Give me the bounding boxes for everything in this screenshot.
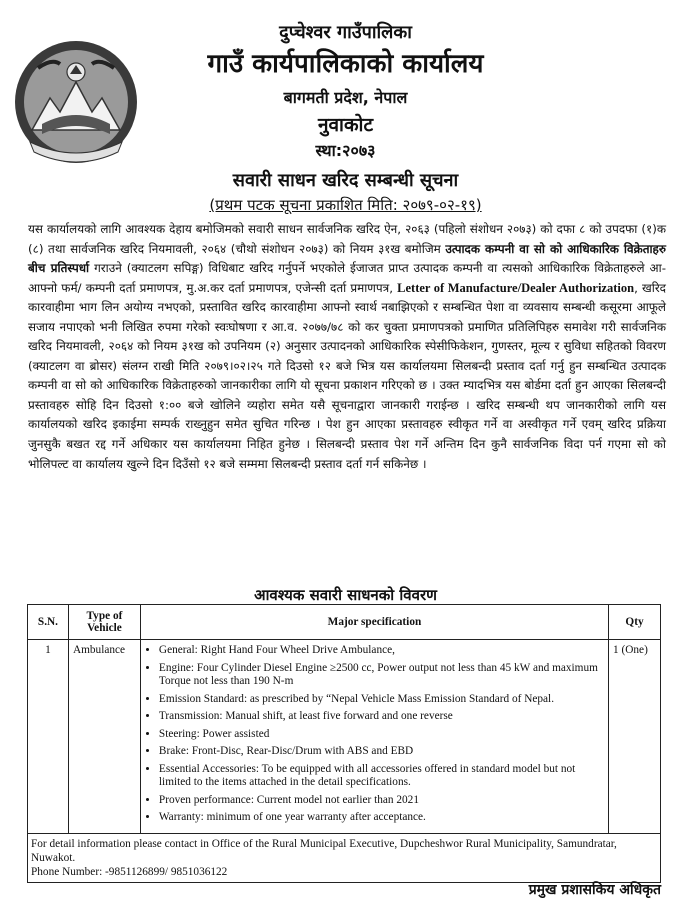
municipality-name: दुप्चेश्वर गाउँपालिका	[279, 22, 412, 43]
spec-item: • Proven performance: Current model not earlier than 2021	[159, 794, 604, 808]
spec-item: • Essential Accessories: To be equipped with all accessories offered in standard model but not limited to the items attached in the detail specifications.	[159, 763, 604, 790]
notice-body	[28, 220, 666, 474]
cell-type: Ambulance	[68, 640, 140, 834]
cell-sn: 1	[28, 640, 69, 834]
table-title: आवश्यक सवारी साधनको विवरण	[254, 586, 437, 604]
established-text: स्था:२०७३	[315, 141, 376, 160]
body-bold-letter: Letter of Manufacture/Dealer Authorization	[397, 280, 635, 295]
header-qty: Qty	[609, 605, 661, 640]
publication-date-text: (प्रथम पटक सूचना प्रकाशित मिति: २०७९-०२-१९)	[209, 196, 482, 214]
phone-text: Phone Number: -9851126899/ 9851036122	[31, 865, 228, 878]
body-part-1: यस कार्यालयको लागि आवश्यक देहाय बमोजिमको सवारी साधन सार्वजनिक खरिद ऐन, २०६३ (पहिलो संशोधन २०७३) को दफा ८ को उपदफा (१)क (८) तथा सार्वजनिक खरिद नियमावली, २०६४ (चौथो संशोधन २०७३) को नियम ३१ख बमोजिम	[28, 222, 666, 256]
contact-row	[28, 833, 661, 882]
spec-item: • Warranty: minimum of one year warranty after acceptance.	[159, 811, 604, 825]
table-row	[28, 640, 661, 834]
header-spec: Major specification	[140, 605, 608, 640]
province-text: बागमती प्रदेश, नेपाल	[283, 88, 408, 107]
body-part-2: गराउने (क्याटलग सपिङ्ग) विधिबाट खरिद गर्नुपर्ने भएकोले ईजाजत प्राप्त उत्पादक कम्पनी वा त्यसको आधिकारिक विक्रेताहरुले आ-आफ्नो फर्म/ कम्पनी दर्ता प्रमाणपत्र, मु.अ.कर दर्ता प्रमाणपत्र, एजेन्सी दर्ता प्रमाणपत्र,	[28, 261, 666, 295]
spec-item: • Engine: Four Cylinder Diesel Engine ≥2500 cc, Power output not less than 45 kW and maximum Torque not less than 190 N-m	[159, 662, 604, 689]
contact-text: For detail information please contact in Office of the Rural Municipal Executive, Dupcheshwor Rural Municipality, Samundratar, Nuwakot.	[31, 837, 617, 864]
spec-list	[145, 644, 604, 825]
spec-item: • Emission Standard: as prescribed by “Nepal Vehicle Mass Emission Standard of Nepal.	[159, 693, 604, 707]
publication-date	[0, 195, 691, 215]
contact-cell	[28, 833, 661, 882]
specification-table	[27, 604, 661, 883]
spec-item: • Transmission: Manual shift, at least five forward and one reverse	[159, 710, 604, 724]
header-sn: S.N.	[28, 605, 69, 640]
signature-title: प्रमुख प्रशासकिय अधिकृत	[528, 882, 661, 898]
table-header-row	[28, 605, 661, 640]
spec-item: • Brake: Front-Disc, Rear-Disc/Drum with ABS and EBD	[159, 745, 604, 759]
body-bold-competition: उत्पादक कम्पनी वा सो को आधिकारिक विक्रेताहरु बीच प्रतिस्पर्धा	[28, 241, 666, 276]
spec-item: • Steering: Power assisted	[159, 728, 604, 742]
district-text: नुवाकोट	[317, 114, 374, 136]
cell-qty: 1 (One)	[609, 640, 661, 834]
body-part-3: , खरिद कारवाहीमा भाग लिन अयोग्य नभएको, प्रस्तावित खरिद कारवाहीमा आफ्नो स्वार्थ नबाझिएको र सम्बन्धित पेशा वा व्यवसाय सम्बन्धी कसूरमा आफूले सजाय नपाएको भनी लिखित रुपमा गरेको स्वःघोषणा र आ.व. २०७७/७८ को कर चुक्ता प्रमाणपत्रको प्रमाणित प्रतिलिपिहरु समावेश गरी सार्वजनिक खरिद नियमावली, २०६४ को नियम ३१ख को उपनियम (२) अनुसार उत्पादनको आधिकारिक स्पेसीफिकेशन, गुणस्तर, मूल्य र सुविधा सहितको विवरण (क्याटलग वा ब्रोसर) संलग्न राखी मिति २०७९।०२।२५ गते दिउसो १२ बजे भित्र यस कार्यालयमा सिलबन्दी प्रस्ताव दर्ता गर्नु हुन सम्बन्धित उत्पादक कम्पनी वा सो को आधिकारिक विक्रेताहरुको जानकारीका लागि यो सूचना प्रकाशन गरिएको छ । उक्त म्यादभित्र यस बोर्डमा दर्ता हुन आएका सिलबन्दी प्रस्तावहरु सोहि दिन दिउसो १:०० बजे खोलिने व्यहोरा समेत यसै सूचनाद्वारा जानकारी गराईन्छ । खरिद सम्बन्धी थप जानकारीको लागि यस कार्यालयको खरिद इकाईमा सम्पर्क राख्नुहुन समेत सुचित गरिन्छ । पेश हुन आएका प्रस्तावहरु स्वीकृत गर्ने वा अस्वीकृत गर्ने एवम् खरिद प्रक्रिया जुनसुकै बखत रद्द गर्ने अधिकार यस कार्यालयमा निहित हुनेछ । सिलबन्दी प्रस्ताव पेश गर्ने अन्तिम दिन कुनै सार्वजनिक विदा पर्न गएमा सो को भोलिपल्ट वा कार्यालय खुल्ने दिन दिउँसो १२ बजे सम्ममा सिलबन्दी प्रस्ताव दर्ता गर्न सकिनेछ ।	[28, 280, 666, 471]
office-name: गाउँ कार्यपालिकाको कार्यालय	[207, 49, 484, 79]
header-type: Type of Vehicle	[68, 605, 140, 640]
cell-spec	[140, 640, 608, 834]
notice-title: सवारी साधन खरिद सम्बन्धी सूचना	[232, 170, 459, 191]
spec-item: • General: Right Hand Four Wheel Drive Ambulance,	[159, 644, 604, 658]
